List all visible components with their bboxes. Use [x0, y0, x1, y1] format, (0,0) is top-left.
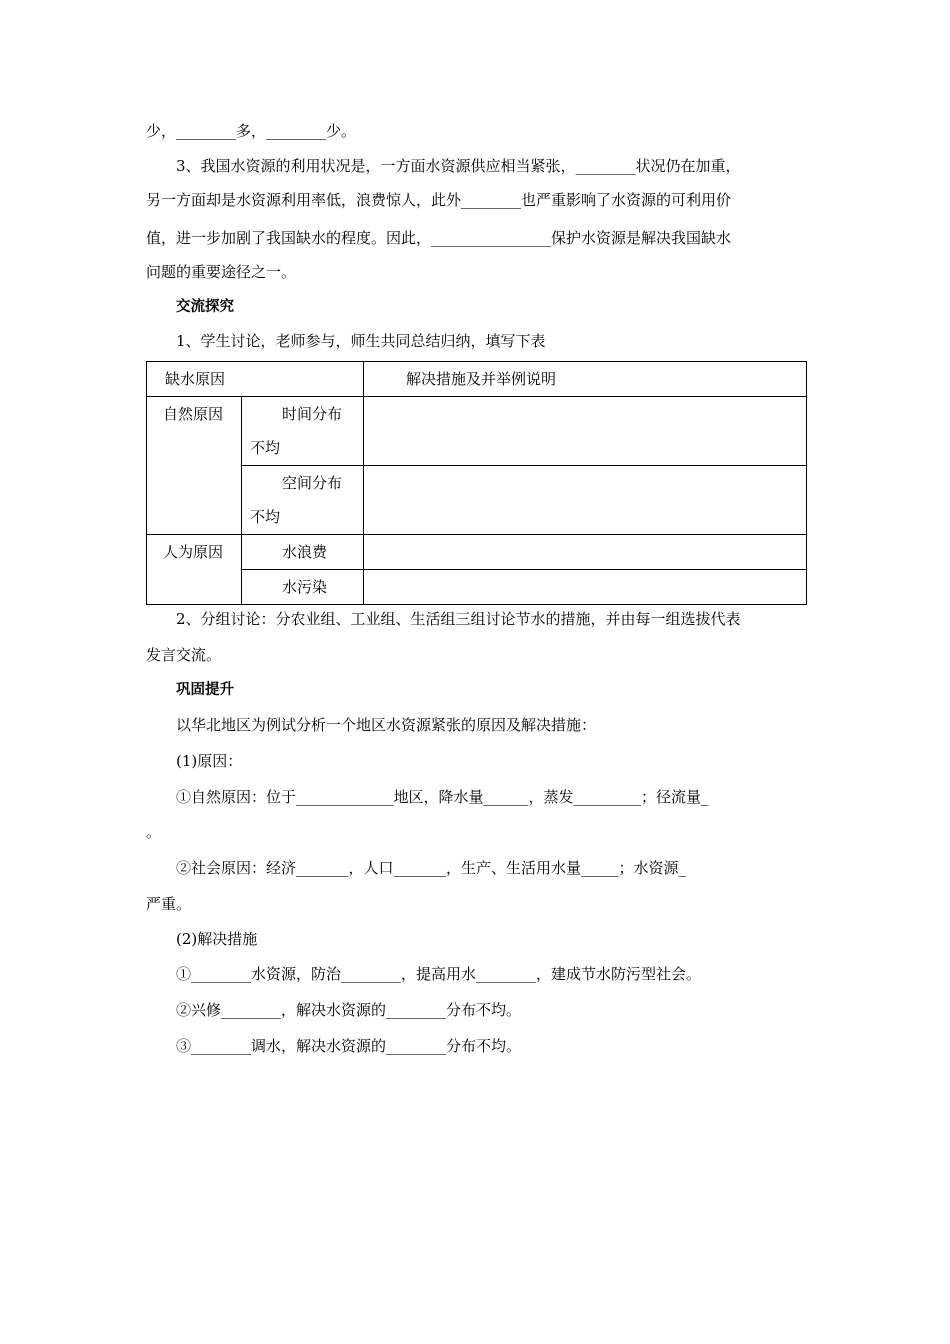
paragraph-line: ①自然原因：位于_____________地区，降水量______，蒸发_________；径流量_ [176, 788, 709, 806]
paragraph-line: (1)原因： [176, 752, 243, 770]
pollution-label: 水污染 [282, 578, 328, 596]
human-cause: 人为原因 [163, 543, 224, 561]
paragraph-line: 少，________多，________少。 [146, 122, 357, 140]
space-dist-label: 空间分布 [282, 474, 343, 492]
paragraph-line: 问题的重要途径之一。 [146, 263, 297, 281]
natural-cause: 自然原因 [163, 405, 224, 423]
header-measure-cell [364, 362, 807, 397]
paragraph-line: ①________水资源，防治________，提高用水________，建成节水防污型社会。 [176, 965, 702, 983]
time-dist-label-2: 不均 [250, 439, 281, 457]
pollution-answer[interactable] [364, 570, 807, 605]
waste-label: 水浪费 [282, 543, 328, 561]
waste-cell [242, 535, 364, 570]
header-cause: 缺水原因 [165, 370, 226, 388]
time-dist-label: 时间分布 [282, 405, 343, 423]
water-shortage-table [146, 361, 807, 605]
paragraph-line: (2)解决措施 [176, 930, 258, 948]
space-dist-answer[interactable] [364, 466, 807, 535]
space-dist-label-2: 不均 [250, 508, 281, 526]
paragraph-line: 另一方面却是水资源利用率低，浪费惊人，此外________也严重影响了水资源的可利用价 [146, 191, 732, 209]
paragraph-line: 严重。 [146, 895, 192, 913]
paragraph-line: 值，进一步加剧了我国缺水的程度。因此，________________保护水资源是解决我国缺水 [146, 229, 732, 247]
paragraph-line: 。 [146, 823, 162, 841]
space-dist-cell [242, 466, 364, 535]
section-heading: 巩固提升 [176, 682, 234, 698]
paragraph-line: 以华北地区为例试分析一个地区水资源紧张的原因及解决措施： [176, 716, 597, 734]
paragraph-line: 3、我国水资源的利用状况是，一方面水资源供应相当紧张，________状况仍在加重， [176, 157, 741, 175]
natural-cause-cell [147, 397, 242, 535]
paragraph-line: 2、分组讨论：分农业组、工业组、生活组三组讨论节水的措施，并由每一组选拔代表 [176, 610, 741, 628]
paragraph-line: 发言交流。 [146, 646, 222, 664]
waste-answer[interactable] [364, 535, 807, 570]
section-heading: 交流探究 [176, 299, 234, 315]
time-dist-answer[interactable] [364, 397, 807, 466]
human-cause-cell [147, 535, 242, 605]
paragraph-line: ②兴修________，解决水资源的________分布不均。 [176, 1001, 522, 1019]
paragraph-line: ②社会原因：经济_______，人口_______，生产、生活用水量_____；水资源_ [176, 859, 687, 877]
time-dist-cell [242, 397, 364, 466]
pollution-cell [242, 570, 364, 605]
header-measure: 解决措施及并举例说明 [406, 370, 557, 388]
paragraph-line: ③________调水，解决水资源的________分布不均。 [176, 1037, 522, 1055]
paragraph-line: 1、学生讨论，老师参与，师生共同总结归纳，填写下表 [176, 332, 546, 350]
header-cause-cell [147, 362, 364, 397]
